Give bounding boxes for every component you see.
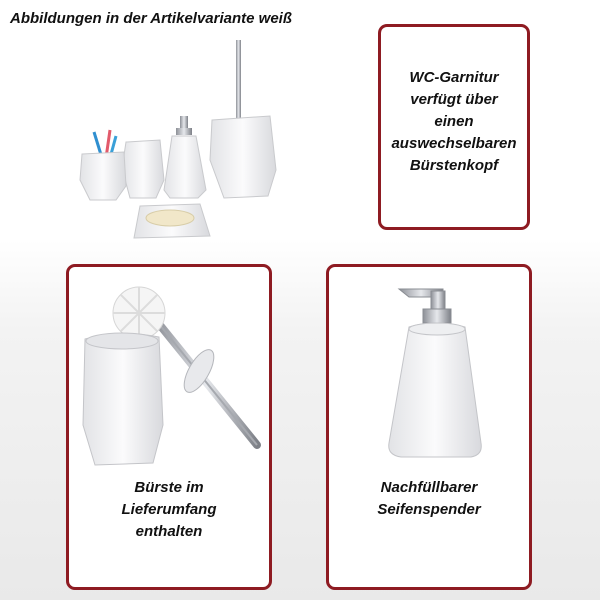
bathroom-set-image bbox=[72, 40, 282, 245]
feature-text-brush-included: Bürste im Lieferumfang enthalten bbox=[121, 479, 217, 540]
feature-text-soap-dispenser: Nachfüllbarer Seifenspender bbox=[377, 479, 481, 518]
feature-text-brush-head: WC-Garnitur verfügt über einen auswechselbaren Bürstenkopf bbox=[391, 69, 517, 174]
brush-handle bbox=[236, 40, 241, 122]
feature-card-brush-head bbox=[378, 24, 530, 230]
soap-dispenser-image bbox=[379, 283, 489, 463]
page-title: Abbildungen in der Artikelvariante weiß bbox=[10, 10, 292, 27]
brush-holder bbox=[210, 116, 276, 198]
feature-card-soap-dispenser bbox=[326, 264, 532, 590]
brush-head bbox=[113, 287, 165, 339]
toilet-brush-image bbox=[79, 275, 265, 475]
tumbler bbox=[122, 140, 164, 198]
toothbrush-holder bbox=[80, 152, 126, 200]
feature-card-brush-included bbox=[66, 264, 272, 590]
soap-dispenser bbox=[164, 136, 206, 198]
